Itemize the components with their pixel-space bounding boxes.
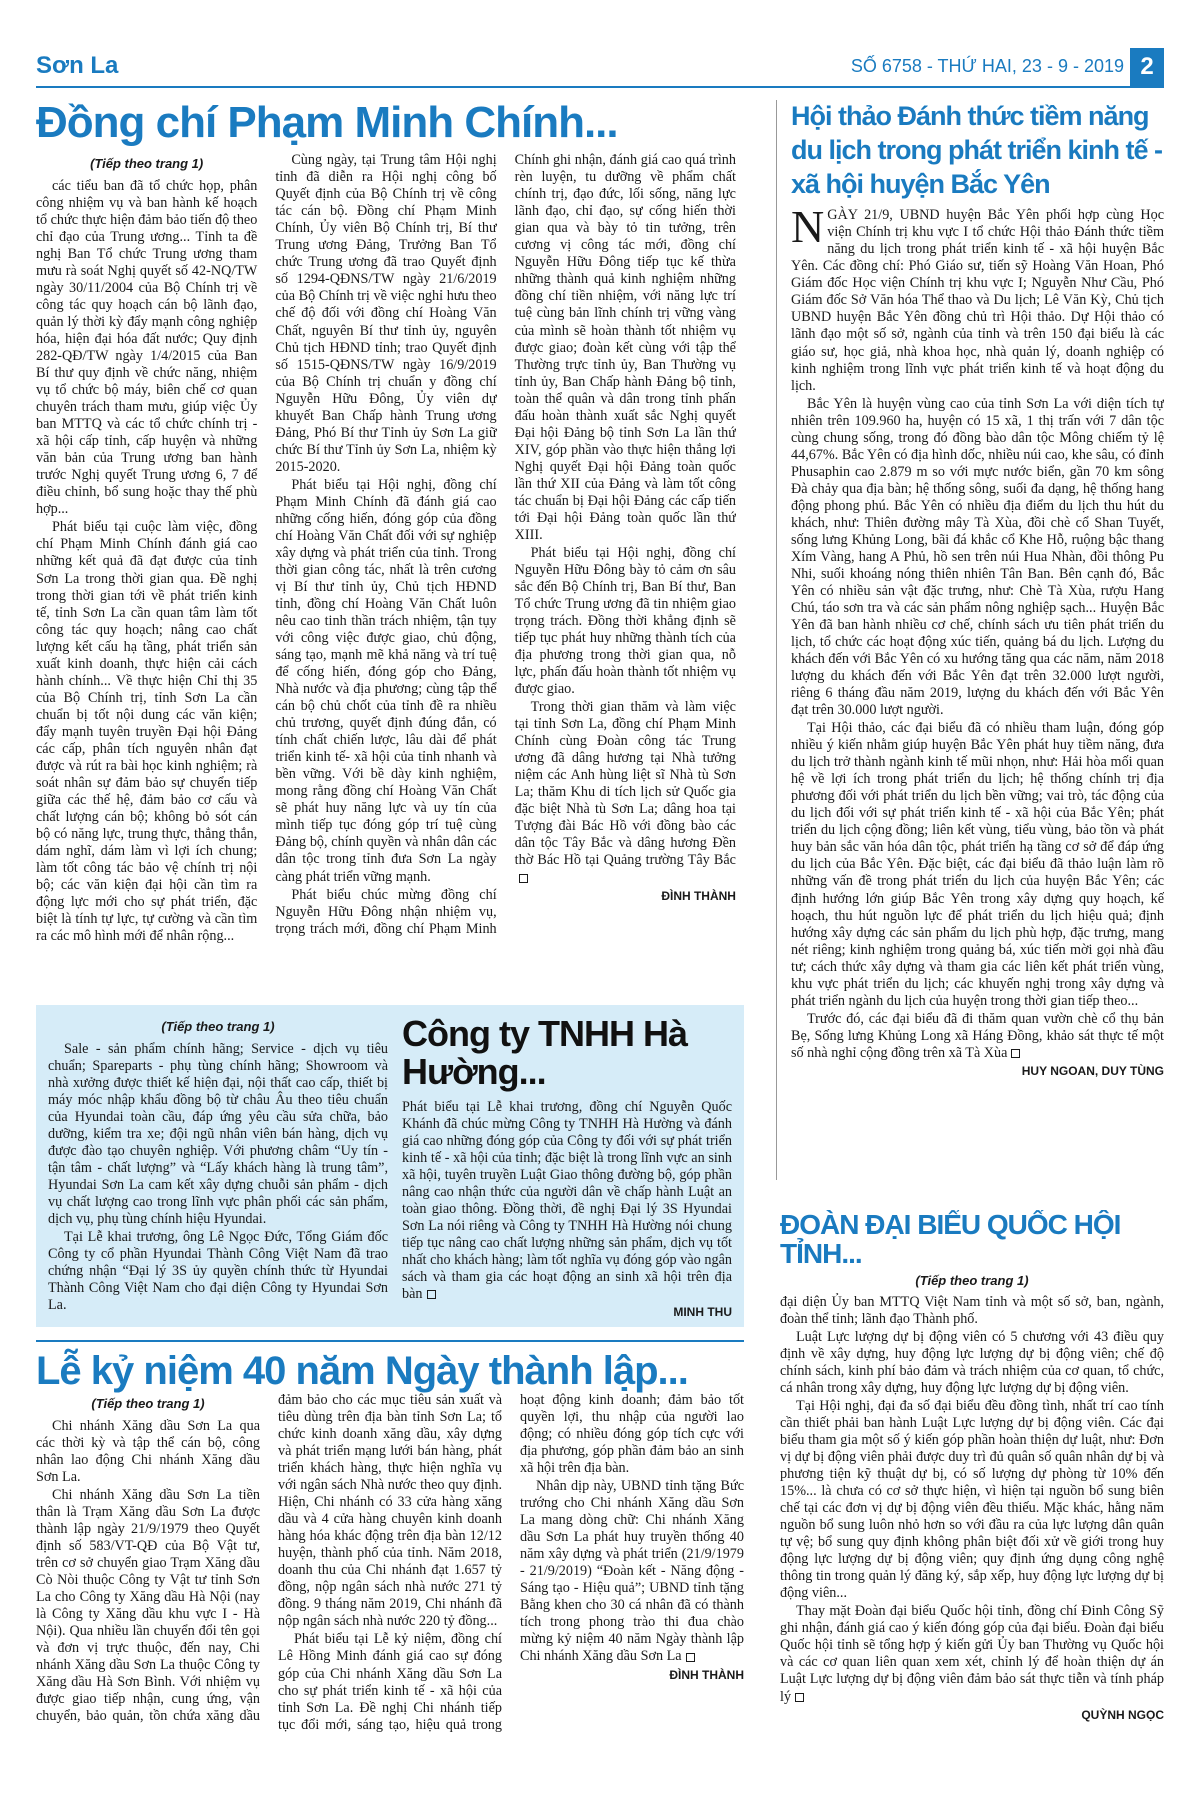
paragraph: Bắc Yên là huyện vùng cao của tỉnh Sơn La với diện tích tự nhiên trên 109.960 ha, huyện có 15 xã, 1 thị trấn với 7 dân tộc cùng chung sống, trong đó đồng bào dân tộc Mông chiếm tỷ lệ 44,67%. Bắc Yên có địa hình dốc, nhiều núi cao, khe sâu, có đỉnh Phusaphin cao 2.879 m so với mực nước biển, gần 70 km sông Đà chảy qua địa bàn; hệ thống sông, suối đa dạng, hệ thống hang động phong phú. Bắc Yên có nhiều địa điểm du lịch thu hút du khách, như: Thiên đường mây Tà Xùa, đồi chè cổ Shan Tuyết, sống lưng Khủng Long, bãi đá khắc cổ Khe Hỗ, ruộng bậc thang Xím Vàng, hang A Phủ, hồ sen trên núi Hua Nhàn, đồi thông Pu Nhi, suối khoáng nóng thiên nhiên Tân Ban. Bên cạnh đó, Bắc Yên có nhiều sản vật đặc trưng, như: Chè Tà Xùa, rượu Hang Chú, táo sơn tra và các sản phẩm nông nghiệp sạch... Huyện Bắc Yên đã ban hành nhiều cơ chế, chính sách ưu tiên phát triển du lịch, tổ chức các hoạt động xúc tiến, quảng bá du lịch. Lượng du khách đến với Bắc Yên có xu hướng tăng qua các năm, năm 2018 lượng du khách đến với Bắc Yên đạt trên 32.000 lượt người, riêng 6 tháng đầu năm 2019, lượng du khách đến với Bắc Yên đạt trên 30.000 lượt người. [791,395,1164,719]
paragraph [791,201,1164,394]
paragraph [515,699,736,886]
page-number: 2 [1130,48,1164,86]
paragraph [791,1011,1164,1062]
paragraph-text: Nhân dịp này, UBND tỉnh tặng Bức trướng cho Chi nhánh Xăng dầu Sơn La mang dòng chữ: Chi nhánh Xăng dầu Sơn La phát huy truyền thống 40 năm xây dựng và phát triển (21/9/1979 - 21/9/2019) “Đoàn kết - Năng động - Sáng tạo - Hiệu quả”; UBND tỉnh tặng Bằng khen cho 30 cá nhân đã có thành tích trong phong trào thi đua chào mừng kỷ niệm 40 năm Ngày thành lập Chi nhánh Xăng dầu Sơn La [520,1478,744,1665]
paragraph-text: Trong thời gian thăm và làm việc tại tỉnh Sơn La, đồng chí Phạm Minh Chính cùng Đoàn công tác Trung ương đã dâng hương tại Nhà tưởng niệm các Anh hùng liệt sĩ Nhà tù Sơn La; thăm Khu di tích lịch sử Quốc gia đặc biệt Nhà tù Sơn La; dâng hoa tại Tượng đài Bác Hồ với đồng bào các dân tộc Tây Bắc và dâng hương Đền thờ Bác Hồ tại Quảng trường Tây Bắc [514,699,736,869]
paragraph: Cùng ngày, tại Trung tâm Hội nghị tỉnh đã diễn ra Hội nghị công bố Quyết định của Bộ Chính trị về công tác cán bộ. Đồng chí Phạm Minh Chính, Ủy viên Bộ Chính trị, Bí thư Trung ương Đảng, Trưởng Ban Tổ chức Trung ương đã trao Quyết định số 1294-QĐNS/TW ngày 21/6/2019 của Bộ Chính trị về việc nghỉ hưu theo chế độ đối với đồng chí Hoàng Văn Chất, nguyên Bí thư tỉnh ủy, nguyên Chủ tịch HĐND tỉnh; trao Quyết định số 1515-QĐNS/TW ngày 16/9/2019 của Bộ Chính trị chuẩn y đồng chí Nguyễn Hữu Đông, Ủy viên dự khuyết Ban Chấp hành Trung ương Đảng, Phó Bí thư Tỉnh ủy Sơn La giữ chức Bí thư Tỉnh ủy Sơn La, nhiệm kỳ 2015-2020. [275,152,497,475]
paragraph: Tại Hội thảo, các đại biểu đã có nhiều tham luận, đóng góp nhiều ý kiến nhằm giúp huyện Bắc Yên phát huy tiềm năng, đưa du lịch trở thành ngành kinh tế mũi nhọn, như: Hải hòa mối quan hệ về lợi ích trong phát triển du lịch; hệ thống chính trị địa phương đối với phát triển du lịch bền vững; vai trò, tác động của du lịch đối với sự phát triển kinh tế - xã hội của Bắc Yên; phát triển du lịch cộng đồng; liên kết vùng, tiểu vùng, bảo tồn và phát huy bản sắc văn hóa dân tộc, phát triển hạ tầng cơ sở để đáp ứng du lịch của Bắc Yên. Đặc biệt, các đại biểu đã thảo luận làm rõ những vấn đề trong phát triển du lịch của huyện Bắc Yên; các định hướng lớn giúp Bắc Yên trong xây dựng quy hoạch, kế hoạch, thu hút nguồn lực để phát triển du lịch hiệu quả; định hướng xây dựng các sản phẩm du lịch phù hợp, đặc trưng, mang nét riêng; kinh nghiệm trong quảng bá, xúc tiến mời gọi nhà đầu tư; cách thức xây dựng và tham gia các liên kết phát triển vùng, khu vực phát triển du lịch; các khuyến nghị trong xây dựng và phát triển ngành du lịch của huyện trong thời gian tiếp theo... [791,720,1164,1009]
article-dai-bieu-quoc-hoi [780,1210,1164,1770]
paragraph: Chi nhánh Xăng dầu Sơn La qua các thời kỳ và tập thể cán bộ, công nhân lao động Chi nhánh Xăng dầu Sơn La. [36,1417,260,1485]
article-headline: Công ty TNHH Hà Hường... [402,1013,687,1092]
byline: HUY NGOAN, DUY TÙNG [1021,1063,1164,1078]
paragraph: đại diện Ủy ban MTTQ Việt Nam tỉnh và một số sở, ban, ngành, đoàn thể tỉnh; lãnh đạo Thành phố. [780,1293,1164,1327]
paragraph: Phát biểu tại Hội nghị, đồng chí Phạm Minh Chính đã đánh giá cao những cống hiến, đóng góp của đồng chí Hoàng Văn Chất đối với sự nghiệp xây dựng và phát triển của tỉnh. Trong thời gian công tác, nhất là trên cương vị Bí thư tỉnh ủy, Chủ tịch HĐND tỉnh, đồng chí Hoàng Văn Chất luôn nêu cao tinh thần trách nhiệm, tận tụy với công việc được giao, chủ động, sáng tạo, mạnh mẽ khả năng và trí tuệ để cống hiến, đóng góp cho Đảng, Nhà nước và địa phương; cùng tập thể cán bộ chủ chốt của tỉnh đề ra nhiều chủ trương, quyết định đúng đắn, có tính chất chiến lược, lâu dài để phát triển kinh tế- xã hội của tỉnh nhanh và bền vững. Với bề dày kinh nghiệm, mong rằng đồng chí Hoàng Văn Chất sẽ phát huy năng lực và uy tín của mình tiếp tục đóng góp trí tuệ cùng Đảng bộ, chính quyền và nhân dân các dân tộc trong tỉnh đưa Sơn La ngày càng phát triển vững mạnh. [275,476,497,885]
article-headline: Đồng chí Phạm Minh Chính... [36,100,618,147]
continued-note: (Tiếp theo trang 1) [91,1396,205,1411]
byline: QUỲNH NGỌC [1081,1707,1164,1722]
article-body [36,152,736,952]
paragraph: Phát biểu tại Lễ kỷ niệm, đồng chí Lê Hồng Minh đánh giá cao sự đóng góp của Chi nhánh Xăng dầu Sơn La cho sự phát triển kinh tế - xã hội của tỉnh Sơn La. Đề nghị Chi nhánh tiếp tục đổi mới, sáng tạo, hiệu quả trong hoạt động kinh doanh; đảm bảo tốt quyền lợi, thu nhập của người lao động; có nhiều đóng góp tích cực với địa phương, góp phần đảm bảo an sinh xã hội trên địa bàn. [278,1392,744,1733]
paragraph: các tiểu ban đã tổ chức họp, phân công nhiệm vụ và ban hành kế hoạch tổ chức thực hiện đảm bảo tiến độ theo chỉ đạo của Trung ương... Tỉnh ta đề nghị Ban Tổ chức Trung ương tham mưu rà soát Nghị quyết số 42-NQ/TW ngày 30/11/2004 của Bộ Chính trị về công tác quy hoạch cán bộ lãnh đạo, quản lý thời kỳ đẩy mạnh công nghiệp hóa, hiện đại hóa đất nước; Quy định 282-QĐ/TW ngày 1/4/2015 của Ban Bí thư quy định về chức năng, nhiệm vụ tổ chức bộ máy, biên chế cơ quan chuyên trách tham mưu, giúp việc Ủy ban MTTQ và các tổ chức chính trị - xã hội cấp tỉnh, cấp huyện và những văn bản của Trung ương ban hành trước Nghị quyết Trung ương 6, 7 để điều chỉnh, bổ sung hoặc thay thế phù hợp... [36,177,258,518]
paragraph: Tại Hội nghị, đại đa số đại biểu đều đồng tình, nhất trí cao tính cần thiết phải ban hành Luật Lực lượng dự bị động viên. Các đại biểu tham gia một số ý kiến góp phần hoàn thiện dự luật, như: Đơn vị dự bị động viên phải được duy trì đủ quân số quân nhân dự bị và phương tiện kỹ thuật dự bị, có số lượng dự phòng từ 10% đến 15%... là chưa có cơ sở thực hiện, vì hiện tại nguồn bổ sung biên chế tại các đơn vị dự bị động viên đều thiếu. Mặc khác, hằng năm nguồn bổ sung luôn nhỏ hơn so với đầu ra của lực lượng dân quân tự vệ; bổ sung quy định không phân biệt đối xử về giới trong huy động lực lượng dự bị động viên; quy định ứng dụng công nghệ thông tin trong quản lý đăng ký, sắp xếp, huy động lực lượng dự bị động viên... [780,1397,1164,1602]
issue-info: SỐ 6758 - THỨ HAI, 23 - 9 - 2019 [850,56,1124,76]
paragraph-text: Phát biểu tại Lễ khai trương, đồng chí Nguyễn Quốc Khánh đã chúc mừng Công ty TNHH Hà Hường và đánh giá cao những đóng góp của Công ty đối với sự phát triển kinh tế - xã hội của tỉnh; đặc biệt là trong lĩnh vực an sinh xã hội, tuyên truyền Luật Giao thông đường bộ, góp phần nâng cao nhận thức của người dân về chấp hành Luật an toàn giao thông. Đồng thời, đề nghị Đại lý 3S Hyundai Sơn La nói riêng và Công ty TNHH Hà Hường nói chung tiếp tục nâng cao chất lượng những sản phẩm, dịch vụ tốt nhất cho khách hàng; làm tốt nghĩa vụ đóng góp vào ngân sách và tham gia các hoạt động an sinh xã hội trên địa bàn [402,1098,732,1302]
section-name: Sơn La [36,52,119,79]
article-body [780,1294,1164,1722]
byline: MINH THU [673,1304,732,1319]
paragraph [402,1099,732,1303]
paragraph [520,1478,744,1665]
continued-note: (Tiếp theo trang 1) [915,1272,1029,1288]
end-mark-icon [686,1653,695,1662]
paragraph: Sale - sản phẩm chính hãng; Service - dịch vụ tiêu chuẩn; Spareparts - phụ tùng chính hãng; Showroom và nhà xưởng được thiết kế hiện đại, nội thất cao cấp, thiết bị máy móc nhập khẩu đồng bộ từ châu Âu theo tiêu chuẩn của Hyundai toàn cầu, đáp ứng yêu cầu sửa chữa, bảo dưỡng, kiểm tra xe; đội ngũ nhân viên bán hàng, dịch vụ được đào tạo chuyên nghiệp. Với phương châm “Uy tín - tận tâm - chất lượng” và “Lấy khách hàng là trung tâm”, Hyundai Sơn La cam kết xây dựng chuỗi sản phẩm - dịch vụ chất lượng cao trong lĩnh vực phân phối các sản phẩm, dịch vụ, phụ tùng chính hiệu Hyundai. [48,1040,388,1227]
article-bac-yen [776,100,1164,1180]
paragraph: Chi nhánh Xăng dầu Sơn La tiền thân là Trạm Xăng dầu Sơn La được thành lập ngày 21/9/1979 theo Quyết định số 583/VT-QĐ của Bộ Vật tư, trên cơ sở chuyển giao Trạm Xăng dầu Cò Nòi thuộc Công ty Vật tư tỉnh Sơn La cho Công ty Xăng dầu Hà Nội (nay là Công ty Xăng dầu khu vực I - Hà Nội). Qua nhiều lần chuyển đổi tên gọi và đơn vị trực thuộc, đến nay, Chi nhánh Xăng dầu Sơn La thuộc Công ty Xăng dầu Hà Sơn Bình. Với nhiệm vụ được giao tiếp nhận, cung ứng, vận chuyển, bảo quản, tồn chứa xăng dầu đảm bảo cho các mục tiêu sản xuất và tiêu dùng trên địa bàn tỉnh Sơn La; tổ chức kinh doanh xăng dầu, xây dựng và phát triển mạng lưới bán hàng, phát triển khách hàng, thực hiện nghĩa vụ với ngân sách Nhà nước theo quy định. Hiện, Chi nhánh có 33 cửa hàng xăng dầu và 4 cửa hàng chuyên kinh doanh hàng hóa khác động trên địa bàn 12/12 huyện, thành phố của tỉnh. Năm 2018, doanh thu của Chi nhánh đạt 1.657 tỷ đồng, nộp ngân sách nhà nước 271 tỷ đồng. 9 tháng năm 2019, Chi nhánh đã nộp ngân sách nhà nước 220 tỷ đồng... [36,1392,502,1725]
paragraph: Luật Lực lượng dự bị động viên có 5 chương với 43 điều quy định về xây dựng, huy động lực lượng dự bị động viên; chế độ chính sách, kinh phí bảo đảm và trách nhiệm của cơ quan, tổ chức, cá nhân trong xây dựng, huy động lực lượng dự bị động viên. [780,1328,1164,1396]
end-mark-icon [795,1693,804,1702]
end-mark-icon [427,1290,436,1299]
paragraph: Phát biểu tại cuộc làm việc, đồng chí Phạm Minh Chính đánh giá cao những kết quả đã đạt được của tỉnh Sơn La trong thời gian qua. Đề nghị trong thời gian tới về phát triển kinh tế, tỉnh Sơn La cần quan tâm làm tốt công tác quy hoạch; nâng cao chất lượng kết cấu hạ tầng, phát triển sản xuất kinh doanh, thực hiện cải cách hành chính... Về thực hiện Chỉ thị 35 của Bộ Chính trị, tỉnh Sơn La cần chuẩn bị tốt nội dung các văn kiện; đẩy mạnh tuyên truyền Đại hội Đảng các cấp, phân tích nguyên nhân đạt được và rút ra bài học kinh nghiệm; rà soát nhân sự đảm bảo sự chuyển tiếp giữa các thế hệ, đảm bảo cơ cấu và chất lượng cán bộ; không bỏ sót cán bộ có năng lực, trung thực, thẳng thắn, dám nghĩ, dám làm vì lợi ích chung; làm tốt công tác bảo vệ chính trị nội bộ; các văn kiện đại hội cần tìm ra động lực mới cho sự phát triển, đặc biệt là tính tự lực, tự cường và cần tìm ra các mô hình mới để nhân rộng... [36,519,258,945]
article-pham-minh-chinh [36,100,736,990]
end-mark-icon [1011,1049,1020,1058]
end-mark-icon [519,874,528,883]
paragraph: Phát biểu tại Hội nghị, đồng chí Nguyễn Hữu Đông bày tỏ cảm ơn sâu sắc đến Bộ Chính trị, Ban Bí thư, Ban Tổ chức Trung ương đã tin nhiệm giao trọng trách. Đồng thời khẳng định sẽ tiếp tục phát huy những thành tích của địa phương trong thời gian qua, nỗ lực, phấn đấu hoàn thành tốt nhiệm vụ được giao. [514,544,736,698]
dropcap: N [791,201,825,253]
article-headline: Hội thảo Đánh thức tiềm năng du lịch trong phát triển kinh tế - xã hội huyện Bắc Yên [791,101,1162,199]
byline: ĐÌNH THÀNH [669,1667,744,1682]
article-body [791,201,1164,1078]
paragraph-text: GÀY 21/9, UBND huyện Bắc Yên phối hợp cùng Học viện Chính trị khu vực I tổ chức Hội thảo Đánh thức tiềm năng du lịch trong phát triển kinh tế - xã hội huyện Bắc Yên. Các đồng chí: Phó Giáo sư, tiến sỹ Hoàng Văn Hoan, Phó Giám đốc Học viện Chính trị khu vực I; Nguyễn Như Cầu, Phó Giám đốc Sở Văn hóa Thể thao và Du lịch; Lê Văn Kỳ, Chủ tịch UBND huyện Bắc Yên đồng chủ trì Hội thảo. Dự Hội thảo có lãnh đạo một số sở, ngành của tỉnh và trên 150 đại biểu là các giáo sư, học giả, nhà khoa học, nhà quản lý, doanh nghiệp có kinh nghiệm trong lĩnh vực phát triển kinh tế và hoạt động du lịch. [791,207,1164,394]
paragraph: Tại Lễ khai trương, ông Lê Ngọc Đức, Tổng Giám đốc Công ty cổ phần Hyundai Thành Công Việt Nam đã trao chứng nhận “Đại lý 3S ủy quyền chính thức từ Hyundai Thành Công Việt Nam cho đại diện Công ty Hyundai Sơn La. [48,1228,388,1314]
continued-note: (Tiếp theo trang 1) [90,156,204,172]
paragraph: Phát biểu chúc mừng đồng chí Nguyễn Hữu Đông nhận nhiệm vụ, trọng trách mới, đồng chí Phạm Minh Chính ghi nhận, đánh giá cao quá trình rèn luyện, tu dưỡng về phẩm chất chính trị, đạo đức, lối sống, năng lực lãnh đạo, chỉ đạo, sự cống hiến thời gian qua và bày tỏ tin tưởng, trên cương vị công tác mới, đồng chí Nguyễn Hữu Đông tiếp tục kế thừa những thành quả kinh nghiệm những đồng chí tiền nhiệm, với năng lực trí tuệ cùng bản lĩnh chính trị vững vàng của mình sẽ hoàn thành tốt nhiệm vụ được giao; đoàn kết cùng với tập thể Thường trực tỉnh ủy, Ban Thường vụ tỉnh ủy, Ban Chấp hành Đảng bộ tỉnh, toàn thể quân và dân trong tỉnh phấn đấu hoàn thành xuất sắc Nghị quyết Đại hội Đảng bộ tỉnh Sơn La lần thứ XIV, góp phần vào thực hiện thắng lợi Nghị quyết Đại hội Đảng toàn quốc lần thứ XII của Đảng và làm tốt công tác chuẩn bị Đại hội Đảng các cấp tiến tới Đại hội Đảng toàn quốc lần thứ XIII. [275,152,736,937]
article-body-left [48,1015,388,1317]
article-body-right [402,1015,732,1317]
paragraph-text: Trước đó, các đại biểu đã đi thăm quan vườn chè cổ thụ bản Bẹ, Sống lưng Khủng Long xã Háng Đồng, khảo sát thực tế một số nhà nghỉ cộng đồng trên xã Tà Xùa [791,1010,1164,1061]
article-body [36,1392,744,1742]
continued-note: (Tiếp theo trang 1) [161,1019,275,1034]
article-headline: ĐOÀN ĐẠI BIỂU QUỐC HỘI TỈNH... [780,1210,1121,1270]
byline: ĐÌNH THÀNH [661,888,736,903]
paragraph-text: Thay mặt Đoàn đại biểu Quốc hội tỉnh, đồng chí Đinh Công Sỹ ghi nhận, đánh giá cao ý kiến đóng góp của đại biểu. Đoàn đại biểu Quốc hội tỉnh sẽ tổng hợp ý kiến gửi Ủy ban Thường vụ Quốc hội và các cơ quan liên quan xem xét, chỉnh lý để hoàn thiện dự án Luật Lực lượng dự bị động viên đảm bảo sát thực tiễn và tính pháp lý [780,1603,1164,1705]
article-headline: Lễ kỷ niệm 40 năm Ngày thành lập... [36,1349,688,1393]
article-xang-dau [36,1340,744,1780]
article-ha-huong [36,1005,744,1327]
masthead [36,48,1164,88]
paragraph [780,1603,1164,1705]
